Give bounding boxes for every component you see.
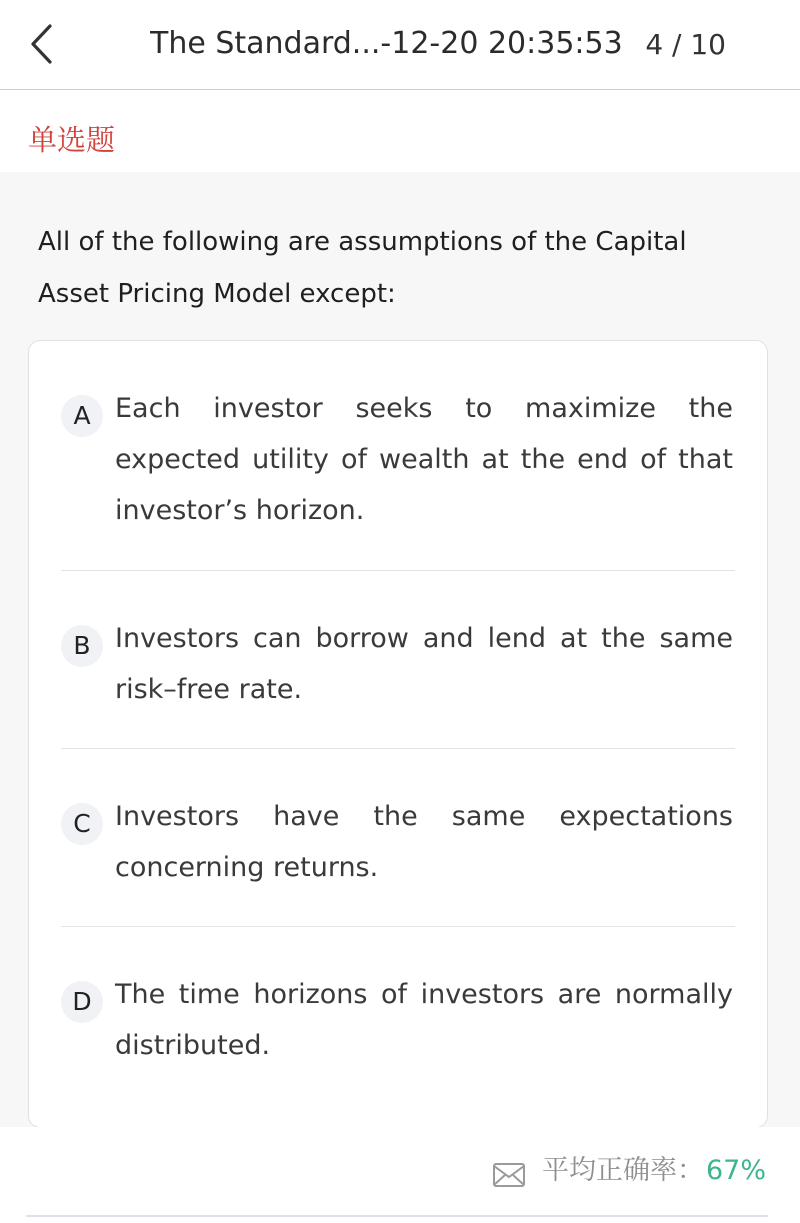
question-content xyxy=(0,172,800,1127)
question-type-row xyxy=(0,108,800,172)
page-title: The Standard...-12-20 20:35:53 xyxy=(150,26,623,61)
option-c[interactable] xyxy=(61,791,735,911)
option-d[interactable] xyxy=(61,969,735,1089)
option-text: Each investor seeks to maximize the expected utility of wealth at the end of that investor’s horizon. xyxy=(115,393,733,526)
footer-divider xyxy=(26,1215,768,1217)
option-a[interactable] xyxy=(61,383,735,563)
accuracy-value: 67% xyxy=(705,1155,766,1186)
option-letter: A xyxy=(61,395,103,437)
footer-bar xyxy=(0,1127,800,1223)
option-text: The time horizons of investors are normally distributed. xyxy=(115,979,733,1061)
option-letter: C xyxy=(61,803,103,845)
option-text: Investors have the same expectations concerning returns. xyxy=(115,801,733,883)
option-divider xyxy=(61,748,735,749)
back-button[interactable] xyxy=(20,20,64,68)
navigation-bar xyxy=(0,0,800,90)
accuracy-stat xyxy=(492,1151,766,1191)
option-b[interactable] xyxy=(61,613,735,733)
option-letter: D xyxy=(61,981,103,1023)
question-counter: 4 / 10 xyxy=(645,28,726,61)
option-letter: B xyxy=(61,625,103,667)
envelope-icon xyxy=(492,1160,526,1190)
question-type-label: 单选题 xyxy=(28,123,116,157)
option-divider xyxy=(61,570,735,571)
options-card xyxy=(28,340,768,1128)
option-text: Investors can borrow and lend at the same risk–free rate. xyxy=(115,623,733,705)
option-divider xyxy=(61,926,735,927)
chevron-left-icon xyxy=(30,24,54,64)
question-text: All of the following are assumptions of the Capital Asset Pricing Model except: xyxy=(38,227,687,309)
accuracy-label: 平均正确率： xyxy=(541,1155,704,1186)
